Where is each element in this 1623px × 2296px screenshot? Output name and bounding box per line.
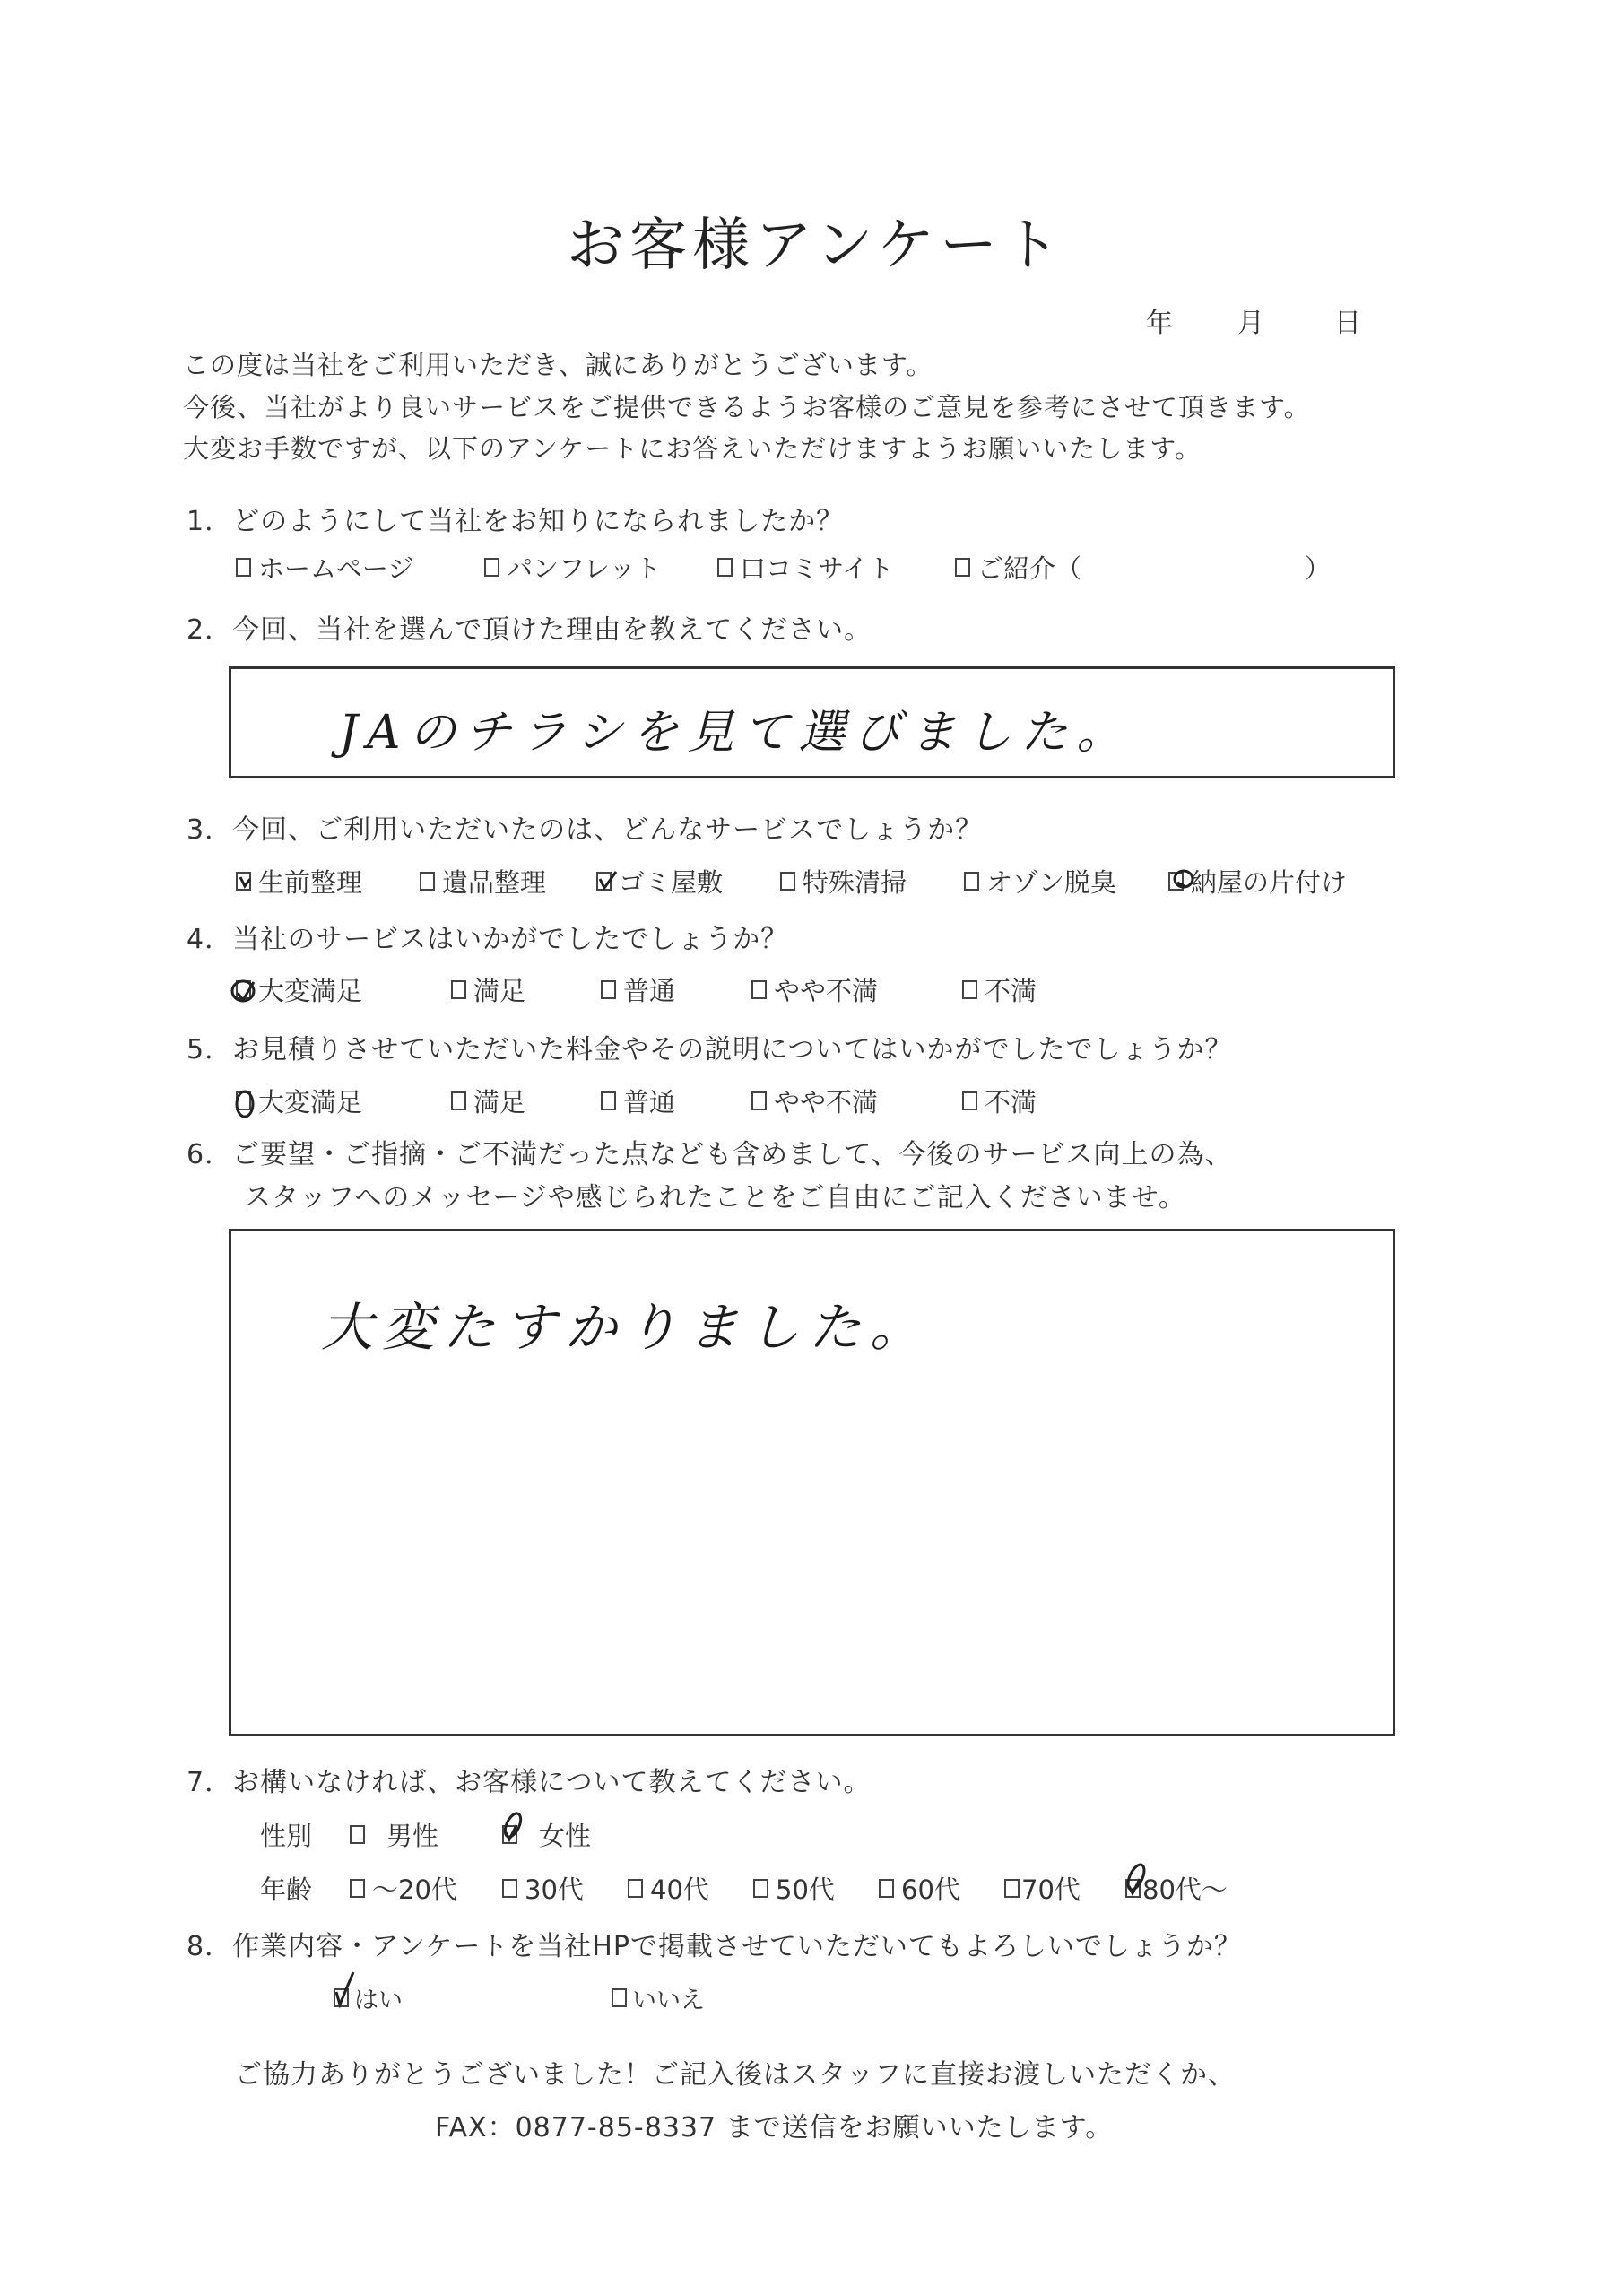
checkbox[interactable]: [962, 980, 977, 999]
date-year-label: 年: [1146, 308, 1173, 339]
q4-option-very-satisfied[interactable]: [236, 971, 362, 1008]
q3-option-ozone-deodorize[interactable]: [964, 863, 1116, 900]
checkbox[interactable]: [502, 1879, 517, 1898]
option-label: 50代: [776, 1874, 835, 1905]
option-label: 満足: [473, 1087, 526, 1118]
checkbox[interactable]: [350, 1879, 365, 1898]
checkbox[interactable]: [962, 1091, 977, 1110]
question-6-line-2: スタッフへのメッセージや感じられたことをご自由にご記入くださいませ。: [244, 1182, 1186, 1213]
age-option-60s[interactable]: [879, 1870, 960, 1907]
checkbox[interactable]: [1004, 1879, 1020, 1898]
option-label: 不満: [985, 976, 1037, 1006]
question-3: 3．今回、ご利用いただいたのは、どんなサービスでしょうか？: [187, 814, 984, 846]
option-label: 40代: [650, 1874, 709, 1905]
intro-line-1: この度は当社をご利用いただき、誠にありがとうございます。: [183, 350, 933, 380]
option-label: 満足: [473, 976, 526, 1006]
q5-option-dissatisfied[interactable]: [962, 1083, 1037, 1119]
circle-mark-icon: [230, 1079, 266, 1118]
option-label: やや不満: [774, 1087, 879, 1118]
q5-option-somewhat-dissatisfied[interactable]: [751, 1083, 878, 1119]
checkbox-checked[interactable]: [236, 1091, 251, 1110]
checkbox[interactable]: [964, 872, 979, 891]
footer-thanks: ご協力ありがとうございました！ご記入後はスタッフに直接お渡しいただくか、: [235, 2059, 1236, 2091]
question-4: 4．当社のサービスはいかがでしたでしょうか？: [187, 924, 789, 955]
option-label: 大変満足: [258, 976, 363, 1006]
option-label: はい: [354, 1987, 403, 2014]
question-1: 1．どのようにして当社をお知りになられましたか？: [187, 506, 845, 537]
q4-option-neutral[interactable]: [601, 971, 675, 1008]
checkbox[interactable]: [236, 558, 251, 577]
check-circle-mark-icon: [230, 968, 266, 1007]
q1-option-pamphlet[interactable]: [484, 549, 662, 586]
age-option-80s-plus[interactable]: [1125, 1870, 1228, 1907]
checkbox-checked[interactable]: [334, 1988, 349, 2007]
option-label: 男性: [386, 1821, 439, 1851]
option-label: いいえ: [632, 1987, 705, 2014]
option-label: ～20代: [372, 1874, 457, 1905]
option-label: 女性: [539, 1821, 592, 1851]
option-label: パンフレット: [507, 553, 662, 584]
q6-answer-box[interactable]: [229, 1229, 1395, 1736]
checkbox[interactable]: [350, 1825, 365, 1844]
q2-answer-box[interactable]: [229, 666, 1395, 778]
age-option-70s[interactable]: [1004, 1870, 1081, 1907]
checkbox-checked[interactable]: [1168, 872, 1184, 891]
check-circle-mark-icon: [1120, 1866, 1156, 1906]
q3-option-hoarder-house[interactable]: [596, 863, 723, 900]
gender-label: 性別: [260, 1821, 313, 1851]
option-label: 30代: [525, 1874, 584, 1905]
checkbox[interactable]: [628, 1879, 643, 1898]
option-label: ゴミ屋敷: [619, 867, 724, 898]
age-option-40s[interactable]: [628, 1870, 709, 1907]
checkbox[interactable]: [955, 558, 970, 577]
q2-handwritten-answer: JAのチラシを見て選びました。: [339, 706, 1133, 760]
option-label: 60代: [901, 1874, 960, 1905]
option-label: 普通: [623, 1087, 676, 1118]
checkbox[interactable]: [753, 1879, 768, 1898]
question-7: 7．お構いなければ、お客様について教えてください。: [187, 1767, 872, 1798]
checkbox[interactable]: [451, 980, 466, 999]
gender-option-female[interactable]: [502, 1816, 591, 1853]
age-option-under-20s[interactable]: [350, 1870, 457, 1907]
checkbox[interactable]: [612, 1988, 627, 2007]
question-5: 5．お見積りさせていただいた料金やその説明についてはいかがでしたでしょうか？: [187, 1034, 1233, 1065]
q1-referral-close-paren: ）: [1305, 553, 1332, 584]
option-label: 普通: [623, 976, 676, 1006]
q8-option-no[interactable]: [612, 1980, 705, 2015]
option-label: 不満: [985, 1087, 1037, 1118]
checkbox[interactable]: [601, 980, 616, 999]
q3-option-pre-death-cleanup[interactable]: [236, 863, 362, 900]
age-option-30s[interactable]: [502, 1870, 584, 1907]
q3-option-estate-cleanup[interactable]: [420, 863, 546, 900]
option-label: 特殊清掃: [803, 867, 907, 898]
option-label: 70代: [1021, 1874, 1081, 1905]
q4-option-satisfied[interactable]: [451, 971, 525, 1008]
checkbox-checked[interactable]: [502, 1825, 517, 1844]
option-label: ホームページ: [258, 553, 414, 584]
check-mark-icon: [328, 1976, 364, 2021]
q6-handwritten-answer: 大変たすかりました。: [321, 1297, 932, 1358]
option-label: 遺品整理: [442, 867, 547, 898]
option-label: 大変満足: [258, 1087, 363, 1118]
checkbox[interactable]: [879, 1879, 894, 1898]
checkbox-checked[interactable]: [236, 980, 251, 999]
q3-option-special-cleaning[interactable]: [780, 863, 907, 900]
option-label: ご紹介（: [977, 553, 1082, 584]
q5-option-very-satisfied[interactable]: [236, 1083, 362, 1119]
checkbox[interactable]: [751, 1091, 767, 1110]
checkbox[interactable]: [717, 558, 733, 577]
q5-option-satisfied[interactable]: [451, 1083, 525, 1119]
option-label: 80代～: [1142, 1874, 1228, 1905]
age-label: 年齢: [260, 1874, 313, 1905]
checkbox-checked[interactable]: [236, 872, 251, 891]
question-8: 8．作業内容・アンケートを当社HPで掲載させていただいてもよろしいでしょうか？: [187, 1931, 1242, 1962]
date-month-label: 月: [1237, 308, 1264, 339]
checkbox[interactable]: [420, 872, 435, 891]
gender-option-male[interactable]: [350, 1816, 438, 1853]
q1-option-referral[interactable]: [955, 549, 1081, 586]
check-mark-icon: [591, 859, 618, 895]
check-mark-icon: [230, 859, 257, 895]
checkbox[interactable]: [780, 872, 795, 891]
q5-option-neutral[interactable]: [601, 1083, 675, 1119]
option-label: オゾン脱臭: [986, 867, 1117, 898]
date-day-label: 日: [1334, 308, 1361, 339]
q3-option-shed-cleanup[interactable]: [1168, 863, 1347, 900]
checkbox[interactable]: [601, 1091, 616, 1110]
q1-option-review-site[interactable]: [717, 549, 894, 586]
checkbox-checked[interactable]: [596, 872, 612, 891]
footer-fax: FAX：0877-85-8337 まで送信をお願いいたします。: [435, 2112, 1114, 2144]
age-option-50s[interactable]: [753, 1870, 835, 1907]
page-title: お客様アンケート: [567, 213, 1066, 279]
check-circle-mark-icon: [497, 1813, 533, 1852]
circle-mark-icon: [1163, 859, 1199, 895]
option-label: 口コミサイト: [740, 553, 894, 584]
checkbox[interactable]: [451, 1091, 466, 1110]
checkbox[interactable]: [751, 980, 767, 999]
option-label: 生前整理: [258, 867, 363, 898]
question-2: 2．今回、当社を選んで頂けた理由を教えてください。: [187, 614, 872, 646]
q1-option-homepage[interactable]: [236, 549, 413, 586]
intro-line-3: 大変お手数ですが、以下のアンケートにお答えいただけますようお願いいたします。: [183, 433, 1202, 464]
question-6-line-1: 6．ご要望・ご指摘・ご不満だった点なども含めまして、今後のサービス向上の為、: [187, 1139, 1233, 1170]
q4-option-somewhat-dissatisfied[interactable]: [751, 971, 878, 1008]
intro-line-2: 今後、当社がより良いサービスをご提供できるようお客様のご意見を参考にさせて頂きます。: [183, 392, 1311, 422]
q4-option-dissatisfied[interactable]: [962, 971, 1037, 1008]
checkbox-checked[interactable]: [1125, 1879, 1141, 1898]
option-label: やや不満: [774, 976, 879, 1006]
checkbox[interactable]: [484, 558, 499, 577]
q8-option-yes[interactable]: [334, 1980, 403, 2015]
option-label: 納屋の片付け: [1191, 867, 1348, 898]
